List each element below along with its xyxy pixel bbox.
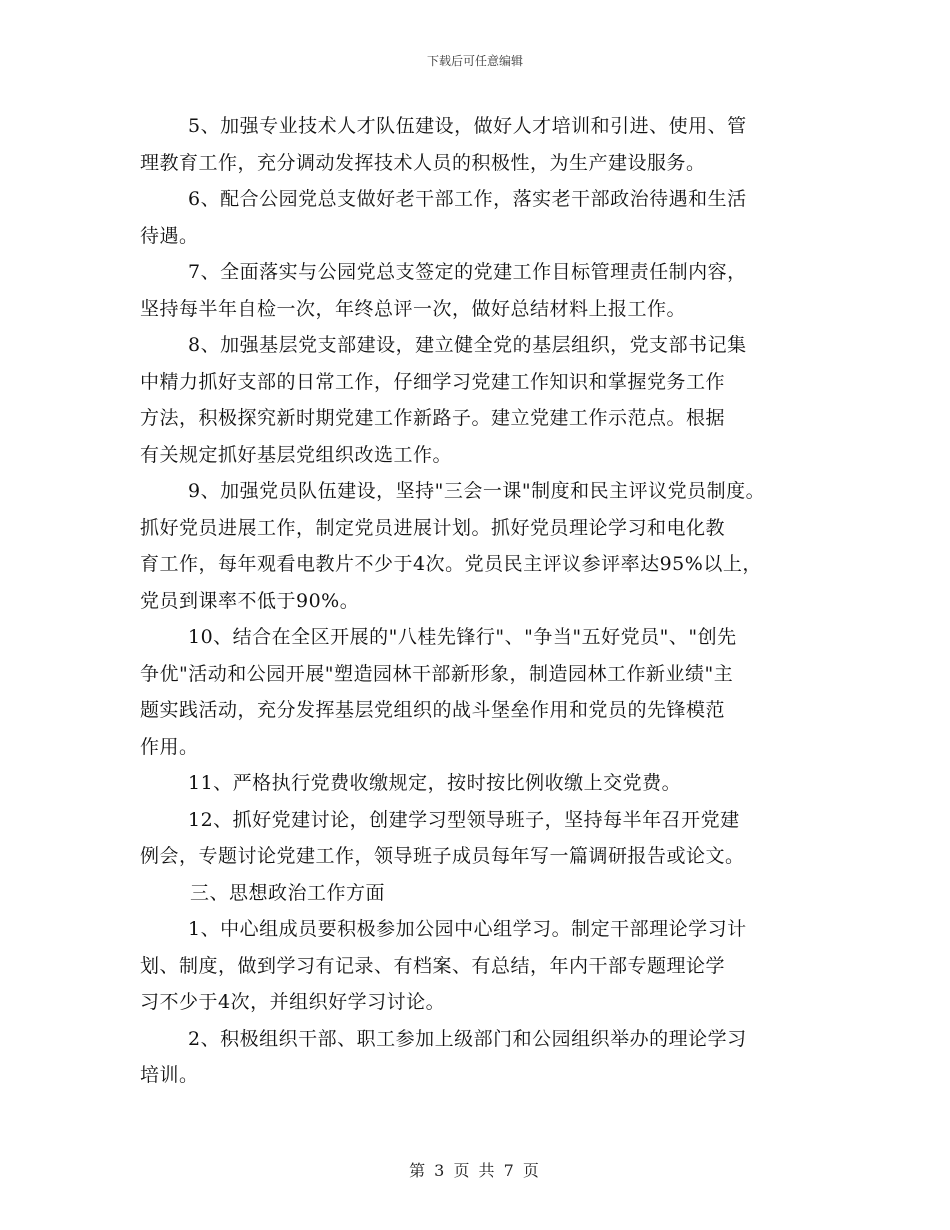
paragraph-line: 理教育工作，充分调动发挥技术人员的积极性，为生产建设服务。	[140, 151, 706, 174]
paragraph-line: 坚持每半年自检一次，年终总评一次，做好总结材料上报工作。	[140, 297, 687, 320]
paragraph-line: 有关规定抓好基层党组织改选工作。	[140, 443, 453, 466]
paragraph-line: 2、积极组织干部、职工参加上级部门和公园组织举办的理论学习	[188, 1027, 747, 1050]
document-body	[140, 108, 820, 1094]
paragraph-line: 11、严格执行党费收缴规定，按时按比例收缴上交党费。	[188, 772, 682, 794]
paragraph-line: 8、加强基层党支部建设，建立健全党的基层组织，党支部书记集	[188, 334, 747, 356]
paragraph-line: 中精力抓好支部的日常工作，仔细学习党建工作知识和掌握党务工作	[140, 370, 726, 393]
paragraph-line: 作用。	[140, 735, 199, 758]
paragraph-line: 方法，积极探究新时期党建工作新路子。建立党建工作示范点。根据	[140, 407, 726, 429]
paragraph-line: 待遇。	[140, 224, 199, 247]
page-header: 下载后可任意编辑	[426, 54, 523, 68]
paragraph-line: 5、加强专业技术人才队伍建设，做好人才培训和引进、使用、管	[188, 115, 747, 137]
paragraph-line: 10、结合在全区开展的"八桂先锋行"、"争当"五好党员"、"创先	[188, 626, 737, 648]
paragraph-line: 抓好党员进展工作，制定党员进展计划。抓好党员理论学习和电化教	[140, 516, 726, 539]
paragraph-line: 培训。	[140, 1064, 199, 1086]
paragraph-line: 育工作，每年观看电教片不少于4次。党员民主评议参评率达95%以上，	[140, 553, 762, 575]
paragraph-line: 12、抓好党建讨论，创建学习型领导班子，坚持每半年召开党建	[188, 808, 740, 831]
section-heading: 三、思想政治工作方面	[190, 881, 386, 904]
paragraph-line: 9、加强党员队伍建设，坚持"三会一课"制度和民主评议党员制度。	[188, 480, 766, 502]
paragraph-line: 划、制度，做到学习有记录、有档案、有总结，年内干部专题理论学	[140, 954, 726, 977]
paragraph-line: 习不少于4次，并组织好学习讨论。	[140, 991, 446, 1013]
paragraph-line: 6、配合公园党总支做好老干部工作，落实老干部政治待遇和生活	[188, 188, 747, 210]
paragraph-line: 党员到课率不低于90%。	[140, 589, 360, 612]
paragraph-line: 题实践活动，充分发挥基层党组织的战斗堡垒作用和党员的先锋模范	[140, 699, 726, 721]
paragraph-line: 7、全面落实与公园党总支签定的党建工作目标管理责任制内容，	[188, 261, 747, 283]
paragraph-line: 争优"活动和公园开展"塑造园林干部新形象，制造园林工作新业绩"主	[140, 662, 734, 685]
page-number-footer: 第 3 页 共 7 页	[409, 1161, 541, 1180]
paragraph-line: 1、中心组成员要积极参加公园中心组学习。制定干部理论学习计	[188, 918, 747, 940]
paragraph-line: 例会，专题讨论党建工作，领导班子成员每年写一篇调研报告或论文。	[140, 845, 745, 867]
